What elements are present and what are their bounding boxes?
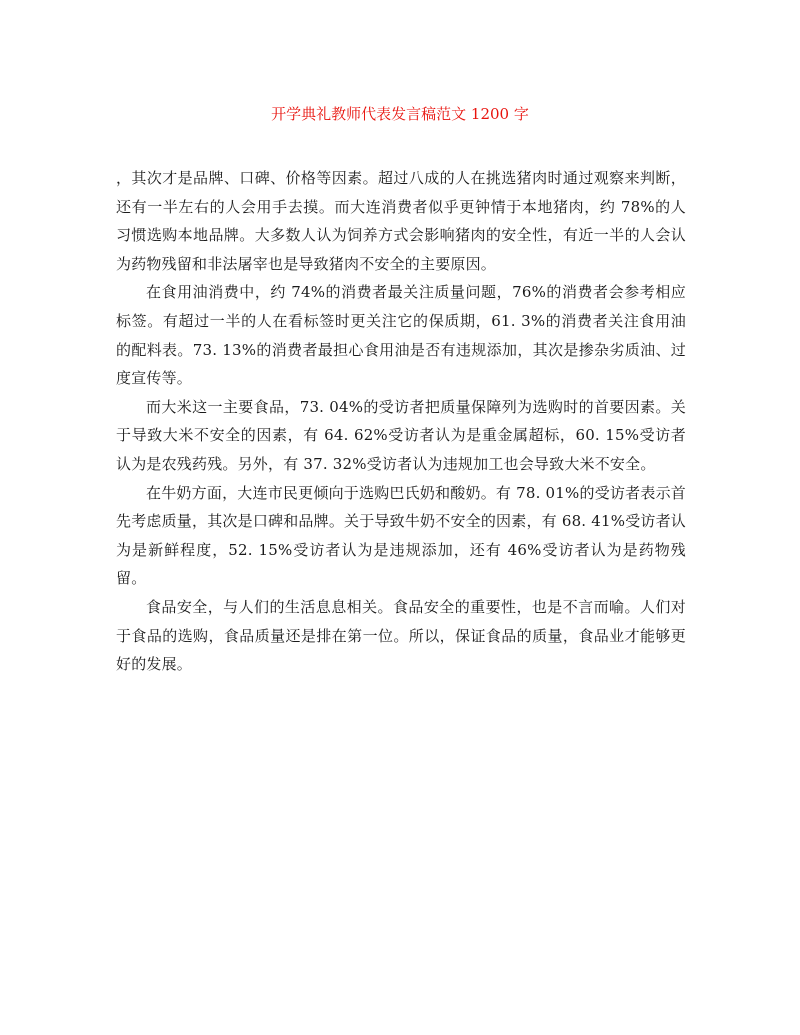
paragraph-cooking-oil: 在食用油消费中，约 74%的消费者最关注质量问题，76%的消费者会参考相应标签。有超过一半的人在看标签时更关注它的保质期，61. 3%的消费者关注食用油的配料表。73. 13%的消费者最担心食用油是否有违规添加，其次是掺杂劣质油、过度宣传等。 <box>116 283 686 388</box>
paragraph-pork: ，其次才是品牌、口碑、价格等因素。超过八成的人在挑选猪肉时通过观察来判断，还有一半左右的人会用手去摸。而大连消费者似乎更钟情于本地猪肉，约 78%的人习惯选购本地品牌。大多数人认为饲养方式会影响猪肉的安全性，有近一半的人会认为药物残留和非法屠宰也是导致猪肉不安全的主要原因。 <box>116 169 686 273</box>
paragraph-rice: 而大米这一主要食品，73. 04%的受访者把质量保障列为选购时的首要因素。关于导致大米不安全的因素，有 64. 62%受访者认为是重金属超标，60. 15%受访者认为是农残药残。另外，有 37. 32%受访者认为违规加工也会导致大米不安全。 <box>116 397 686 473</box>
document-body <box>116 164 686 679</box>
paragraph-conclusion: 食品安全，与人们的生活息息相关。食品安全的重要性，也是不言而喻。人们对于食品的选购，食品质量还是排在第一位。所以，保证食品的质量，食品业才能够更好的发展。 <box>116 597 686 674</box>
document-title: 开学典礼教师代表发言稿范文 1200 字 <box>271 105 529 123</box>
paragraph-milk: 在牛奶方面，大连市民更倾向于选购巴氏奶和酸奶。有 78. 01%的受访者表示首先考虑质量，其次是口碑和品牌。关于导致牛奶不安全的因素，有 68. 41%受访者认为是新鲜程度，52. 15%受访者认为是违规添加，还有 46%受访者认为是药物残留。 <box>116 483 686 588</box>
